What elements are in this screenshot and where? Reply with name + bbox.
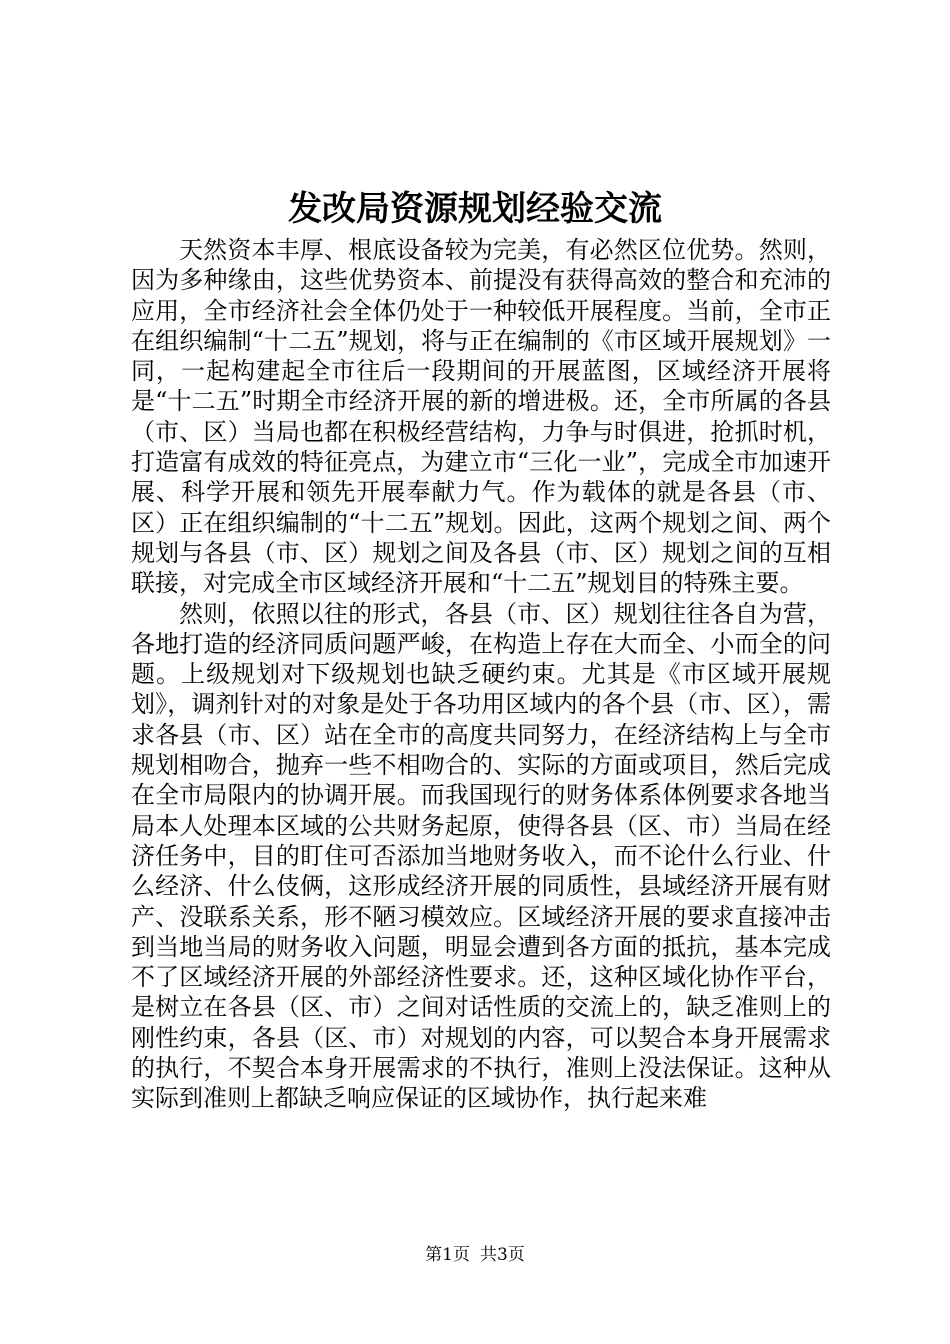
paragraph-1: 天然资本丰厚、根底设备较为完美，有必然区位优势。然则，因为多种缘由，这些优势资本、前提没有获得高效的整合和充沛的应用，全市经济社会全体仍处于一种较低开展程度。当前，全市正在组织编制“十二五”规划，将与正在编制的《市区域开展规划》一同，一起构建起全市往后一段期间的开展蓝图，区域经济开展将是“十二五”时期全市经济开展的新的增进极。还，全市所属的各县（市、区）当局也都在积极经营结构，力争与时俱进，抢抓时机，打造富有成效的特征亮点，为建立市“三化一业”，完成全市加速开展、科学开展和领先开展奉献力气。作为载体的就是各县（市、区）正在组织编制的“十二五”规划。因此，这两个规划之间、两个规划与各县（市、区）规划之间及各县（市、区）规划之间的互相联接，对完成全市区域经济开展和“十二五”规划目的特殊主要。 [131, 236, 831, 598]
page-number-total: 共3页 [480, 1245, 525, 1265]
paragraph-2: 然则，依照以往的形式，各县（市、区）规划往往各自为营，各地打造的经济同质问题严峻，在构造上存在大而全、小而全的问题。上级规划对下级规划也缺乏硬约束。尤其是《市区域开展规划》，调剂针对的对象是处于各功用区域内的各个县（市、区），需求各县（市、区）站在全市的高度共同努力，在经济结构上与全市规划相吻合，抛弃一些不相吻合的、实际的方面或项目，然后完成在全市局限内的协调开展。而我国现行的财务体系体例要求各地当局本人处理本区域的公共财务起原，使得各县（区、市）当局在经济任务中，目的盯住可否添加当地财务收入，而不论什么行业、什么经济、什么伎俩，这形成经济开展的同质性，县域经济开展有财产、没联系关系，形不陋习模效应。区域经济开展的要求直接冲击到当地当局的财务收入问题，明显会遭到各方面的抵抗，基本完成不了区域经济开展的外部经济性要求。还，这种区域化协作平台，是树立在各县（区、市）之间对话性质的交流上的，缺乏准则上的刚性约束，各县（区、市）对规划的内容，可以契合本身开展需求的执行，不契合本身开展需求的不执行，准则上没法保证。这种从实际到准则上都缺乏响应保证的区域协作，执行起来难 [131, 599, 831, 1113]
document-title: 发改局资源规划经验交流 [288, 189, 662, 229]
page-footer [0, 1243, 950, 1267]
page-number-current: 第1页 [425, 1245, 470, 1265]
document-body [131, 235, 831, 1114]
